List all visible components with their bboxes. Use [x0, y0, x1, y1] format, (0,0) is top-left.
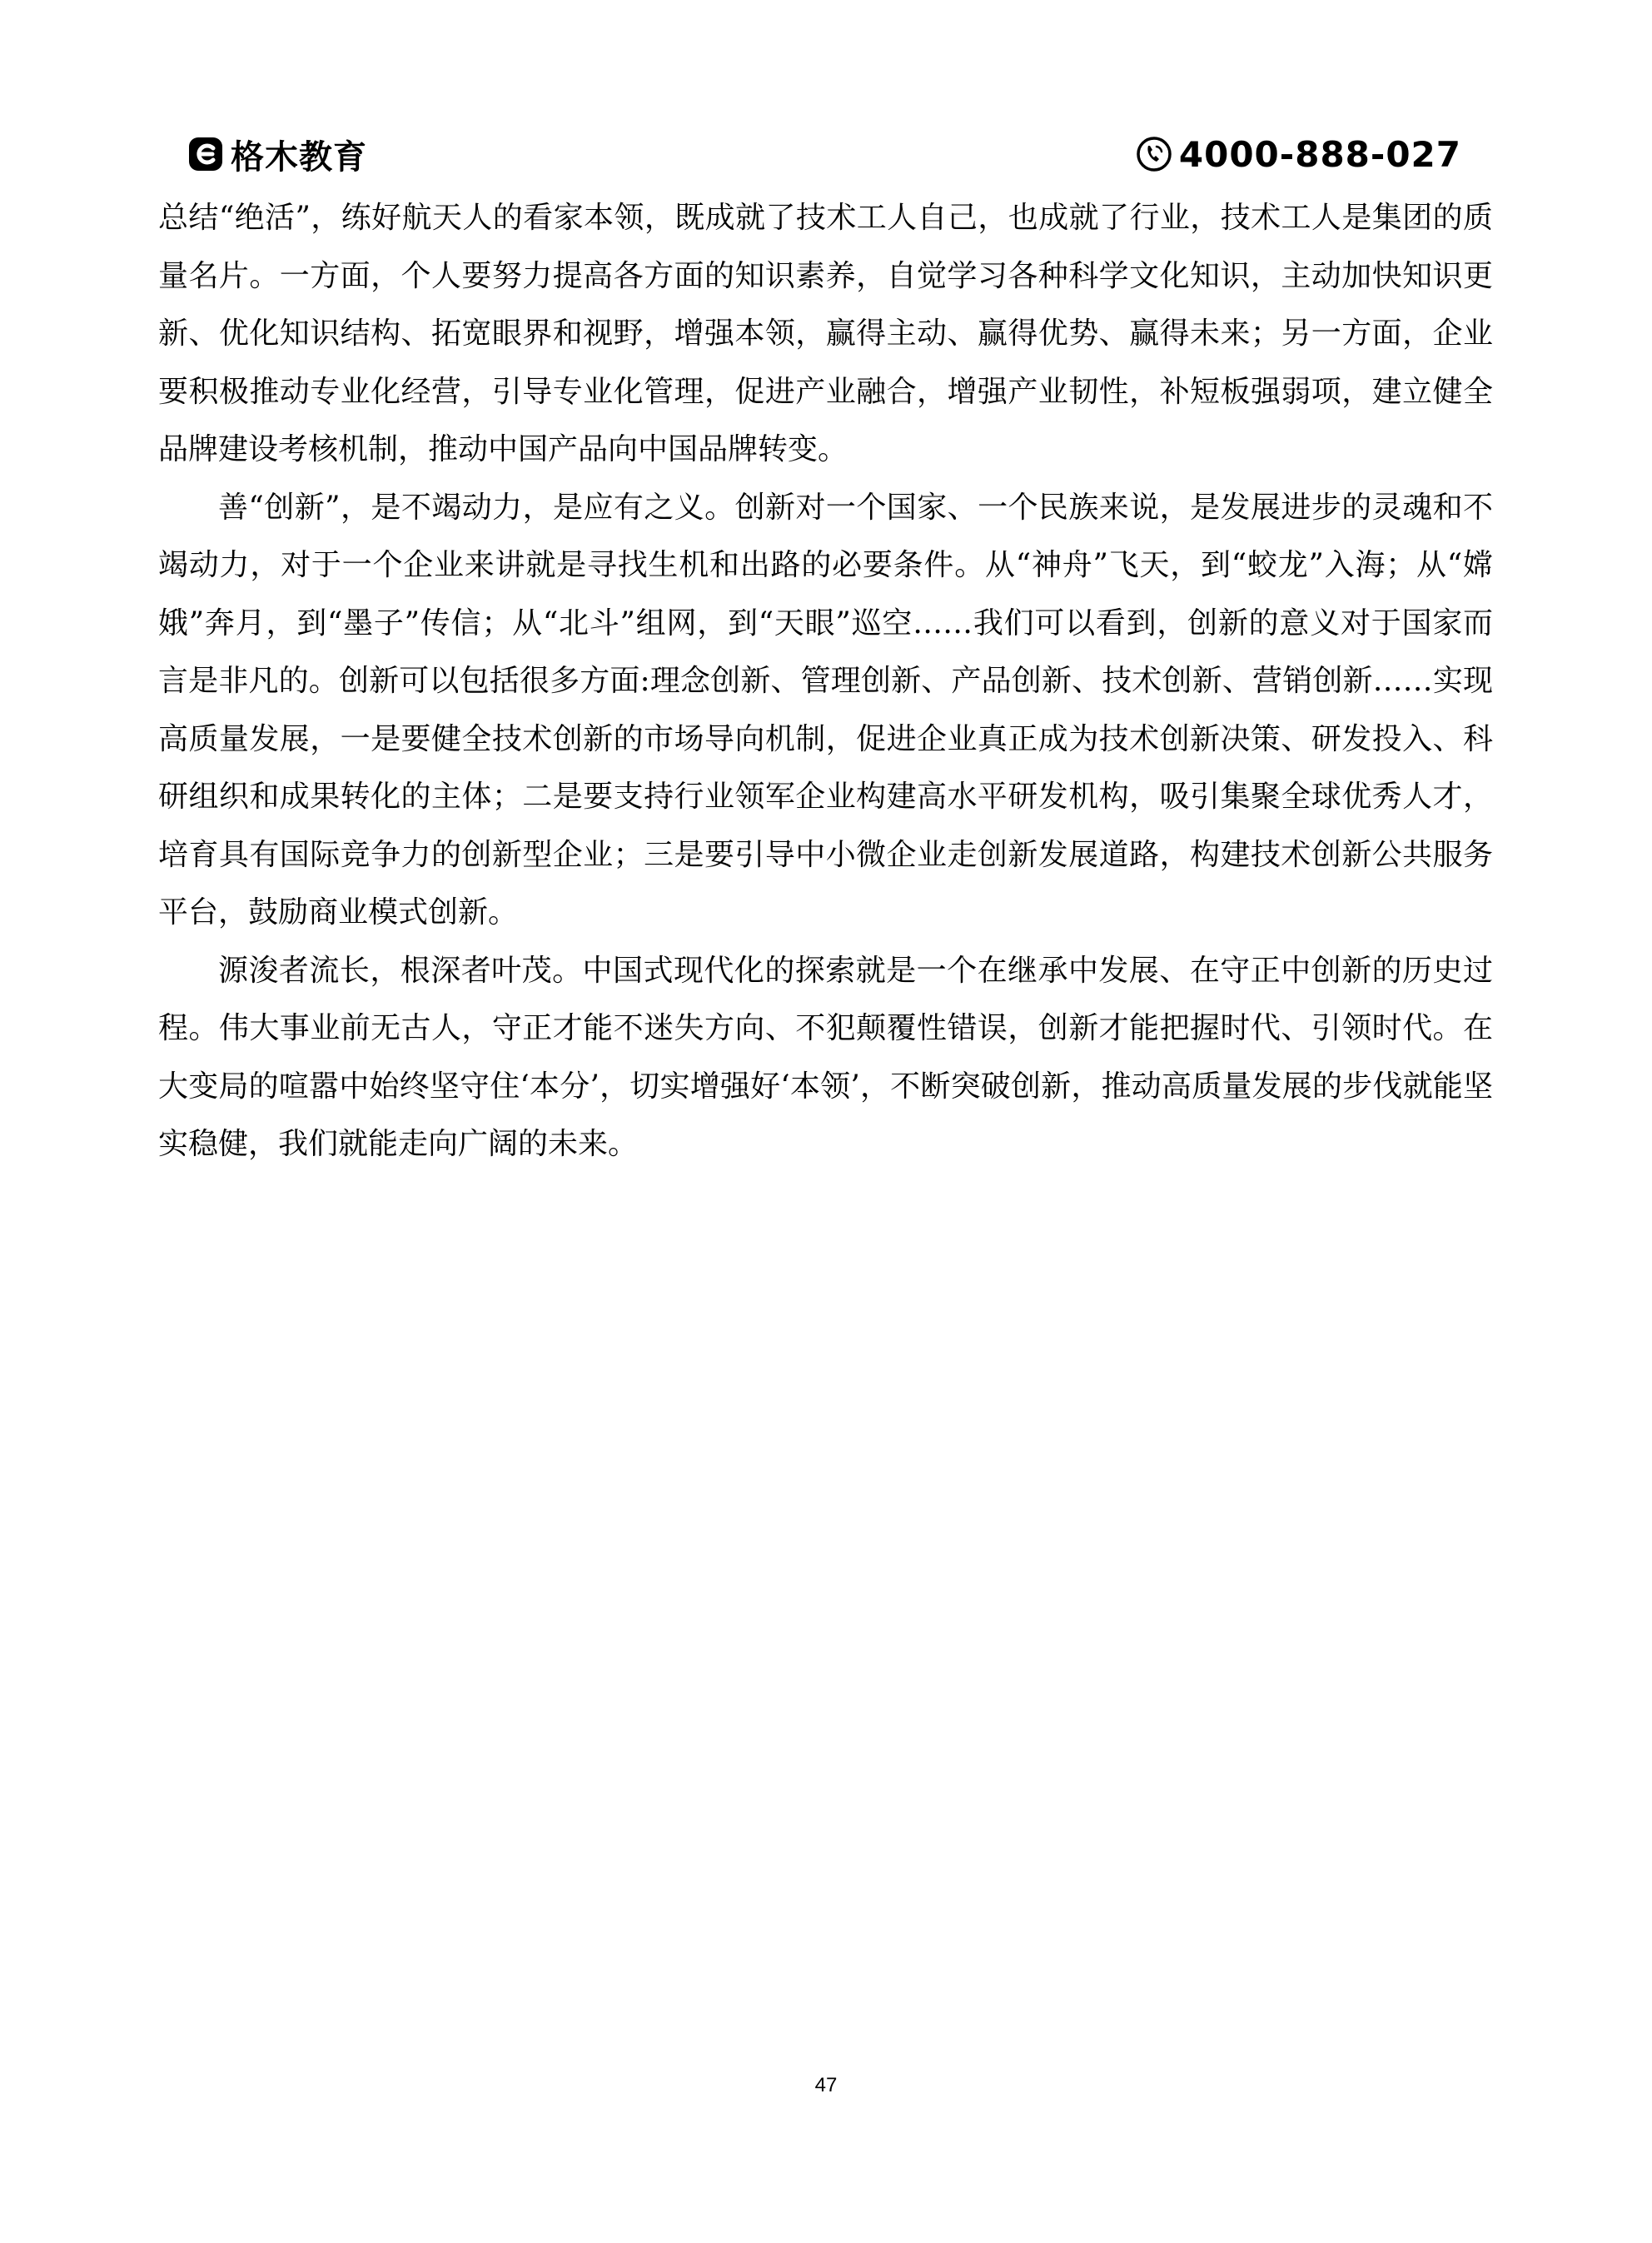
brand: [187, 129, 367, 179]
brand-logo-icon: [187, 136, 224, 172]
page-header: [187, 129, 1461, 179]
paragraph-1: 总结“绝活”，练好航天人的看家本领，既成就了技术工人自己，也成就了行业，技术工人是集团的质量名片。一方面，个人要努力提高各方面的知识素养，自觉学习各种科学文化知识，主动加快知识更新、优化知识结构、拓宽眼界和视野，增强本领，赢得主动、赢得优势、赢得未来；另一方面，企业要积极推动专业化经营，引导专业化管理，促进产业融合，增强产业韧性，补短板强弱项，建立健全品牌建设考核机制，推动中国产品向中国品牌转变。: [158, 201, 1493, 466]
brand-name: 格木教育: [231, 137, 367, 177]
phone-number: 4000-888-027: [1178, 133, 1461, 175]
phone-icon: [1136, 136, 1172, 172]
paragraph-2: 善“创新”，是不竭动力，是应有之义。创新对一个国家、一个民族来说，是发展进步的灵魂和不竭动力，对于一个企业来讲就是寻找生机和出路的必要条件。从“神舟”飞天，到“蛟龙”入海；从“嫦娥”奔月，到“墨子”传信；从“北斗”组网，到“天眼”巡空……我们可以看到，创新的意义对于国家而言是非凡的。创新可以包括很多方面:理念创新、管理创新、产品创新、技术创新、营销创新……实现高质量发展，一是要健全技术创新的市场导向机制，促进企业真正成为技术创新决策、研发投入、科研组织和成果转化的主体；二是要支持行业领军企业构建高水平研发机构，吸引集聚全球优秀人才，培育具有国际竞争力的创新型企业；三是要引导中小微企业走创新发展道路，构建技术创新公共服务平台，鼓励商业模式创新。: [158, 490, 1493, 930]
phone-contact: [1136, 129, 1461, 179]
document-body: [158, 189, 1493, 1174]
page-number: 47: [814, 2074, 838, 2096]
paragraph-3: 源浚者流长，根深者叶茂。中国式现代化的探索就是一个在继承中发展、在守正中创新的历史过程。伟大事业前无古人，守正才能不迷失方向、不犯颠覆性错误，创新才能把握时代、引领时代。在大变局的喧嚣中始终坚守住‘本分’，切实增强好‘本领’，不断突破创新，推动高质量发展的步伐就能坚实稳健，我们就能走向广阔的未来。: [158, 953, 1493, 1161]
